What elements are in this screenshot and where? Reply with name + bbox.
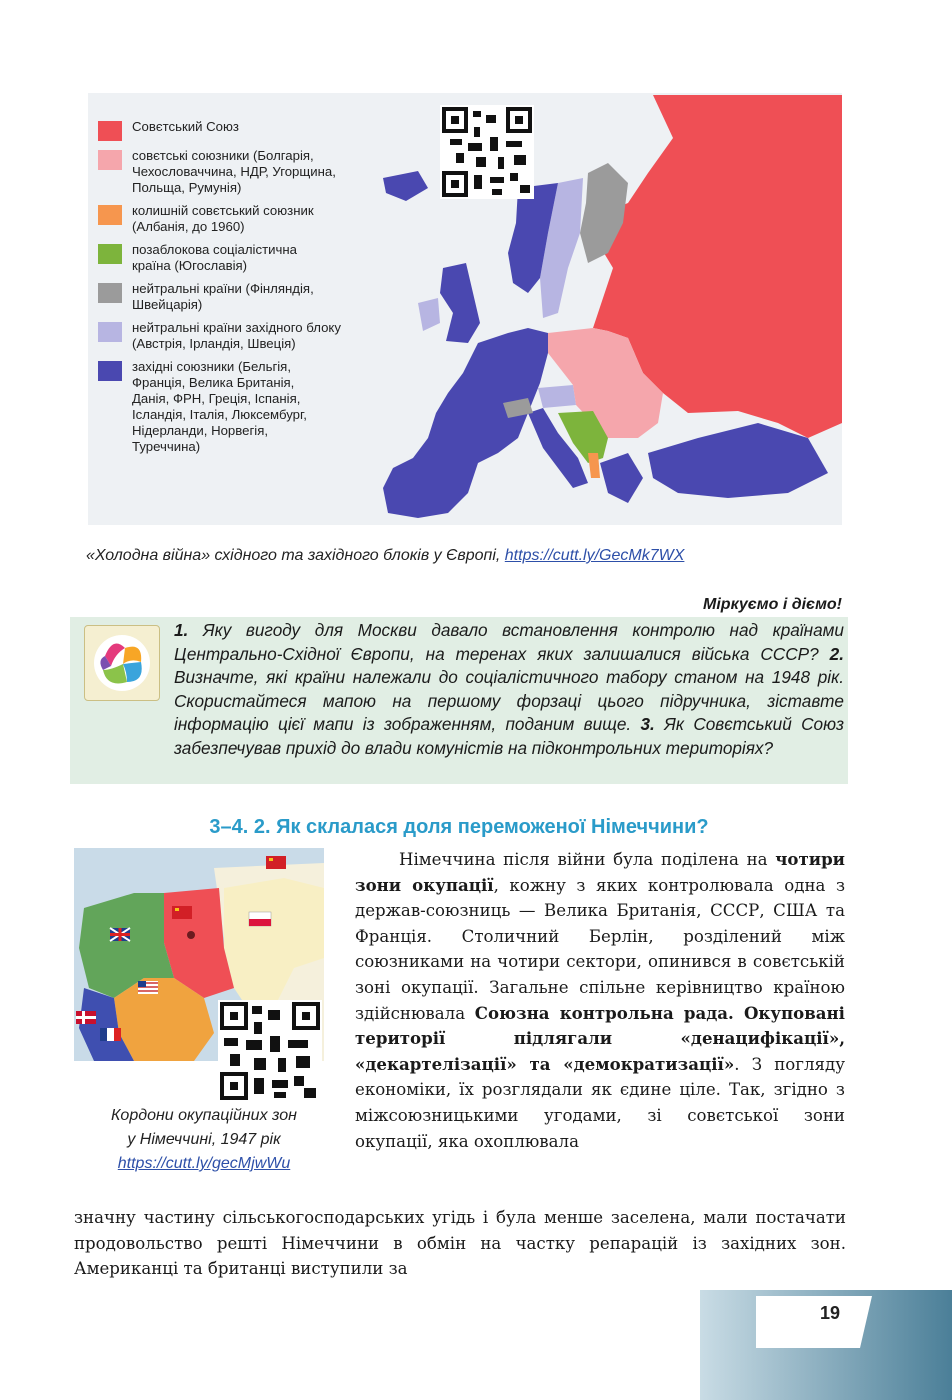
think-box [70, 617, 848, 784]
think-box-title: Міркуємо і діємо! [703, 596, 842, 613]
legend-item [98, 119, 398, 141]
ussr-flag-icon [266, 856, 286, 869]
legend-item [98, 242, 398, 274]
body-text: . З погляду економіки, їх розглядали як єдине ціле. Так, згідно з міжсоюзницькими угодами, зі совєтської зони окупації, яка охоплювала [355, 1054, 845, 1151]
legend-label: Совєтський Союз [132, 119, 239, 134]
map-caption-link[interactable]: https://cutt.ly/GecMk7WX [504, 547, 685, 564]
legend-item [98, 203, 398, 235]
legend-label: нейтральні країни (Фінляндія, Швейцарія) [132, 281, 314, 312]
cold-war-europe-map [88, 93, 842, 525]
legend-swatch [98, 283, 122, 303]
uk-flag-icon [110, 928, 130, 941]
body-text: , кожну з яких контролювала одна з держав-союзниць — Велика Британія, СССР, США та Франція. Столичний Берлін, розділений між союзниками на чотири сектори, опинився в совєтській зоні окупації. Загальне спільне керівництво країною здійснювала [355, 875, 846, 1023]
body-paragraph [355, 847, 845, 1154]
legend-swatch [98, 244, 122, 264]
question-text: Визначте, які країни належали до соціалістичного табору станом на 1948 рік. Скористайтеся мапою на першому форзаці цього підручника, зіставте інформацію цієї мапи із зображенням, поданим вище. [174, 667, 844, 734]
germany-map-caption [74, 1104, 334, 1176]
page-number: 19 [820, 1303, 841, 1323]
question-number: 1. [174, 620, 189, 640]
legend-swatch [98, 322, 122, 342]
france-flag-icon [100, 1028, 121, 1041]
map-qr-code[interactable] [440, 105, 534, 199]
berlin-marker [187, 931, 195, 939]
poland-flag-icon [249, 912, 271, 926]
germany-qr-code[interactable] [218, 1000, 322, 1102]
legend-swatch [98, 150, 122, 170]
map-caption [86, 547, 846, 565]
question-text: Яку вигоду для Москви давало встановлення контролю над країнами Центрально-Східної Європи, на теренах яких залишалися війська СССР? [174, 620, 844, 664]
question-text: Як Совєтський Союз забезпечував прихід до влади комуністів на підконтрольних територіях? [174, 714, 844, 758]
germany-caption-line: Кордони окупаційних зон [111, 1107, 297, 1124]
legend-label: позаблокова соціалістична країна (Югославія) [132, 242, 297, 273]
germany-caption-line: у Німеччині, 1947 рік [127, 1131, 281, 1148]
legend-swatch [98, 205, 122, 225]
legend-item [98, 281, 398, 313]
legend-label: совєтські союзники (Болгарія, Чехословаччина, НДР, Угорщина, Польща, Румунія) [132, 148, 336, 195]
hands-icon [84, 625, 160, 701]
denmark-flag-icon [76, 1011, 96, 1024]
question-number: 2. [829, 643, 844, 664]
question-number: 3. [640, 714, 655, 734]
map-legend [98, 119, 398, 462]
legend-label: західні союзники (Бельгія, Франція, Велика Британія, Данія, ФРН, Греція, Іспанія, Ісландія, Італія, Люксембург, Нідерланди, Норвегія, Туреччина) [132, 359, 307, 454]
body-bold-text: Союзна контрольна рада [474, 1002, 729, 1023]
section-heading: 3–4. 2. Як склалася доля переможеної Німеччини? [209, 816, 709, 838]
legend-item [98, 359, 398, 455]
legend-swatch [98, 361, 122, 381]
body-paragraph-continued: значну частину сільськогосподарських угідь і була менше заселена, мали постачати продовольство решті Німеччини в обмін на частку репарацій із західних зон. Американці та британці виступили за [74, 1208, 846, 1279]
think-box-questions [174, 619, 844, 760]
body-bold-text: чотири зони окупації [355, 849, 845, 895]
body-text: . [728, 1002, 744, 1023]
body-text: Німеччина після війни була поділена на [399, 850, 776, 869]
us-flag-icon [138, 981, 158, 994]
legend-label: нейтральні країни західного блоку (Австрія, Ірландія, Швеція) [132, 320, 341, 351]
ussr-flag-icon [172, 906, 192, 919]
germany-caption-link[interactable]: https://cutt.ly/gecMjwWu [117, 1155, 291, 1172]
legend-item [98, 148, 398, 196]
map-caption-text: «Холодна війна» східного та західного блоків у Європі, [86, 547, 505, 564]
legend-swatch [98, 121, 122, 141]
body-bold-text: Окуповані території підлягали «денацифікації», «декартелізації» та «демократизації» [355, 1002, 845, 1074]
legend-item [98, 320, 398, 352]
legend-label: колишній совєтський союзник (Албанія, до 1960) [132, 203, 314, 234]
